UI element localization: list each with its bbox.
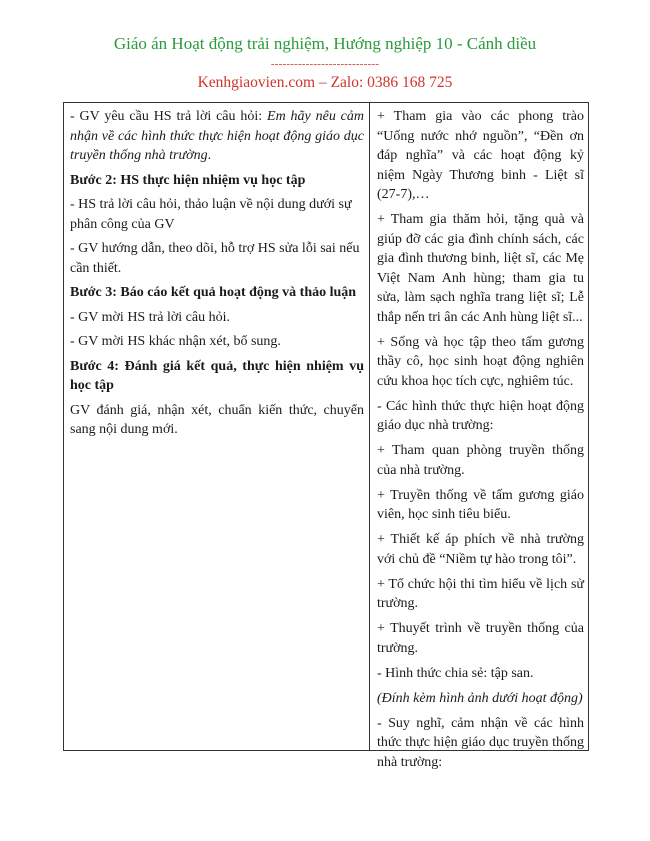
content-item: - Suy nghĩ, cảm nhận về các hình thức thực hiện giáo dục truyền thống nhà trường: [377, 715, 584, 770]
document-title: Giáo án Hoạt động trải nghiệm, Hướng nghiệp 10 - Cánh diều [113, 34, 537, 53]
page-header [0, 34, 650, 93]
attachment-note: (Đính kèm hình ảnh dưới hoạt động) [377, 690, 583, 706]
question-text: Em hãy nêu cảm nhận về các hình thức thực hiện hoạt động giáo dục truyền thống nhà trường [70, 109, 364, 163]
content-item: + Truyền thống về tấm gương giáo viên, học sinh tiêu biểu. [377, 487, 584, 522]
step4-heading: Bước 4: Đánh giá kết quả, thực hiện nhiệm vụ học tập [70, 358, 364, 393]
content-item: + Thiết kế áp phích về nhà trường với chủ đề “Niềm tự hào trong tôi”. [377, 532, 584, 567]
contact-line: Kenhgiaovien.com – Zalo: 0386 168 725 [197, 74, 453, 91]
step3-heading: Bước 3: Báo cáo kết quả hoạt động và thảo luận [70, 285, 357, 300]
content-item: + Sống và học tập theo tấm gương thầy cô, học sinh hoạt động nghiên cứu khoa học tích cực, nghiêm túc. [377, 334, 584, 389]
instruction-text: - GV yêu cầu HS trả lời câu hỏi: [70, 109, 268, 124]
right-column [370, 103, 588, 770]
step4-text: GV đánh giá, nhận xét, chuẩn kiến thức, chuyển sang nội dung mới. [70, 402, 364, 437]
step3-item: - GV mời HS khác nhận xét, bổ sung. [70, 334, 281, 349]
instruction-end: . [207, 148, 212, 163]
left-column [64, 103, 370, 750]
content-item: + Tham gia thăm hỏi, tặng quà và giúp đỡ các gia đình chính sách, các gia đình thương binh, liệt sĩ, các Mẹ Việt Nam Anh hùng; tham gia tu sửa, làm sạch nghĩa trang liệt sĩ; Lễ thắp nến tri ân các Anh hùng liệt sĩ... [377, 212, 584, 325]
content-item: - Hình thức chia sẻ: tập san. [377, 665, 534, 681]
step2-item: - GV hướng dẫn, theo dõi, hỗ trợ HS sửa lỗi sai nếu cần thiết. [70, 241, 360, 276]
lesson-table [63, 102, 589, 770]
content-item: + Tổ chức hội thi tìm hiểu về lịch sử trường. [377, 576, 584, 611]
content-item: + Tham gia vào các phong trào “Uống nước nhớ nguồn”, “Đền ơn đáp nghĩa” và các hoạt động kỷ niệm Ngày Thương binh - Liệt sĩ (27-7),… [377, 109, 584, 202]
content-item: + Thuyết trình về truyền thống của trường. [377, 621, 584, 656]
header-divider: ---------------------------- [270, 58, 380, 70]
question-instruction [70, 107, 364, 166]
content-item: - Các hình thức thực hiện hoạt động giáo dục nhà trường: [377, 398, 584, 433]
step3-item: - GV mời HS trả lời câu hỏi. [70, 309, 230, 325]
step2-item: - HS trả lời câu hỏi, thảo luận về nội dung dưới sự phân công của GV [70, 197, 352, 232]
step2-heading: Bước 2: HS thực hiện nhiệm vụ học tập [70, 172, 306, 188]
content-item: + Tham quan phòng truyền thống của nhà trường. [377, 443, 584, 478]
